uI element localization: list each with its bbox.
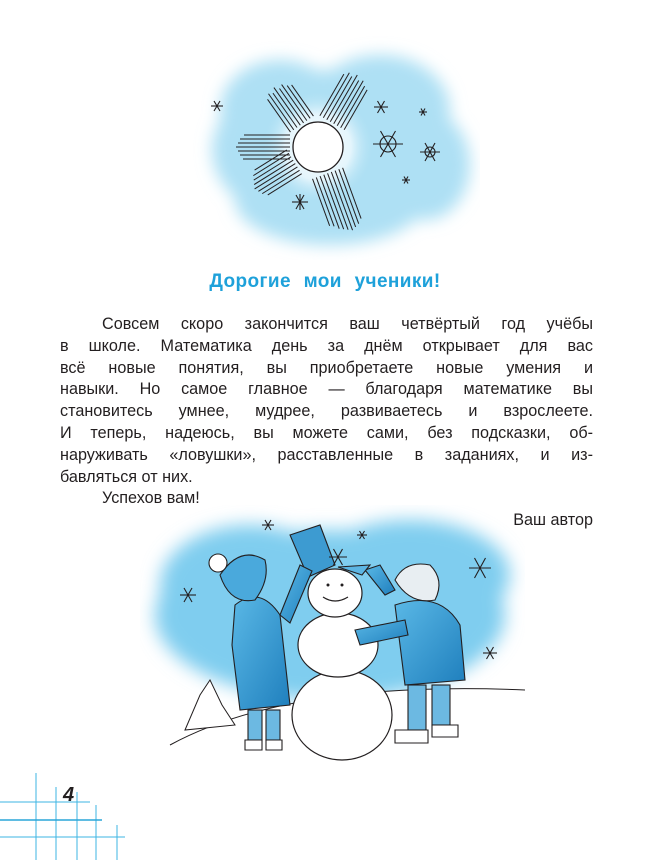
sun-icon [293,122,343,172]
letter-body [60,314,593,532]
paragraph-line: наруживать «ловушки», расставленные в заданиях, и из- [60,445,593,464]
page-title: Дорогие мои ученики! [209,271,441,292]
paragraph-line: бавляться от них. [60,467,193,486]
page-number: 4 [63,784,75,806]
paragraph-line: Совсем скоро закончится ваш четвёртый год учёбы [102,315,593,333]
paragraph-line: И теперь, надеюсь, вы можете сами, без подсказки, об- [60,423,593,442]
paragraph-line: навыки. Но самое главное — благодаря математике вы [60,380,593,399]
snowman-illustration [140,505,525,775]
tree-icon [185,680,235,730]
signature: Ваш автор [513,511,593,530]
paragraph-line: становитесь умнее, мудрее, развиваетесь и взрослеете. [60,402,593,421]
page-corner-grid [0,755,200,860]
sun-snowflakes-illustration [190,30,480,260]
wish-line: Успехов вам! [102,489,200,508]
paragraph-line: всё новые понятия, вы приобретаете новые умения и [60,358,593,377]
paragraph-line: в школе. Математика день за днём открывает для вас [60,336,593,355]
